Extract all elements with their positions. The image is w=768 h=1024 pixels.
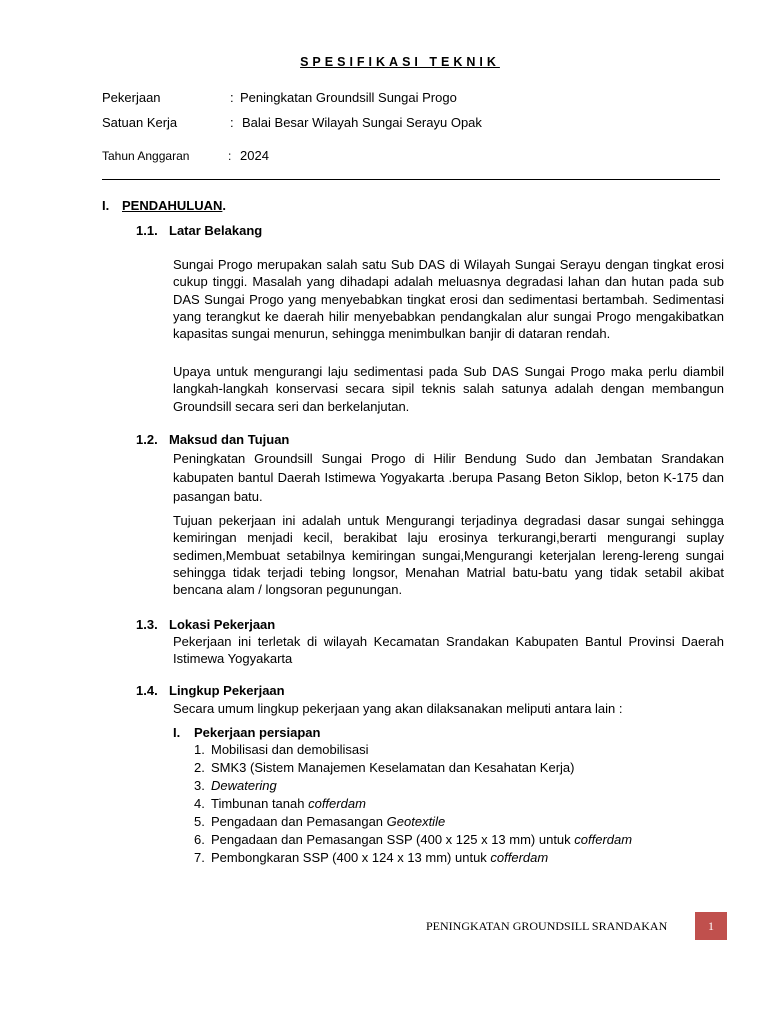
- meta-colon: :: [230, 90, 234, 105]
- list-item-number: 4.: [194, 796, 205, 811]
- meta-label: Satuan Kerja: [102, 115, 178, 130]
- list-item: [194, 795, 632, 813]
- meta-colon: :: [230, 115, 234, 130]
- list-item-italic: cofferdam: [308, 796, 366, 811]
- work-group-heading: [173, 724, 320, 741]
- list-item-italic: Geotextile: [386, 814, 446, 829]
- subsection-heading-lokasi: [136, 616, 275, 633]
- paragraph-lingkup: Secara umum lingkup pekerjaan yang akan dilaksanakan meliputi antara lain :: [173, 701, 623, 716]
- subsection-number: 1.3.: [136, 617, 158, 632]
- meta-value: Balai Besar Wilayah Sungai Serayu Opak: [242, 115, 482, 130]
- paragraph-lokasi: Pekerjaan ini terletak di wilayah Kecamatan Srandakan Kabupaten Bantul Provinsi Daerah Istimewa Yogyakarta: [173, 634, 724, 667]
- subsection-heading-latar-belakang: [136, 222, 262, 239]
- list-item-text: SMK3 (Sistem Manajemen Keselamatan dan Kesahatan Kerja): [211, 760, 575, 775]
- paragraph-maksud-1: Peningkatan Groundsill Sungai Progo di Hilir Bendung Sudo dan Jembatan Srandakan kabupaten bantul Daerah Istimewa Yogyakarta .berupa Pasang Beton Siklop, beton K-175 dan pasangan batu.: [173, 451, 724, 504]
- subsection-number: 1.1.: [136, 223, 158, 238]
- header-divider: [102, 179, 720, 180]
- section-title: PENDAHULUAN: [122, 198, 223, 213]
- meta-row-satuan-kerja: [102, 114, 482, 131]
- paragraph-tujuan: Tujuan pekerjaan ini adalah untuk Mengurangi terjadinya degradasi dasar sungai sehingga kemiringan menjadi kecil, berakibat laju erosinya terkurangi,berarti mengurangi suplay sedimen,Membuat setabilnya kemiringan sungai,Mengurangi keterjalan lereng-lereng sungai sehingga tidak terjadi tebing longsor, Menahan Matrial batu-batu yang tidak setabil akibat bencana alam / longsoran pegunungan.: [173, 513, 724, 598]
- meta-label: Pekerjaan: [102, 90, 161, 105]
- list-item-number: 2.: [194, 760, 205, 775]
- subsection-title: Lingkup Pekerjaan: [169, 683, 285, 698]
- list-item-text: Pembongkaran SSP (400 x 124 x 13 mm) untuk: [211, 850, 491, 865]
- work-group-title: Pekerjaan persiapan: [194, 725, 321, 740]
- meta-row-tahun-anggaran: [102, 147, 269, 165]
- subsection-heading-maksud-tujuan: [136, 431, 289, 448]
- list-item-italic: cofferdam: [490, 850, 549, 865]
- meta-colon: :: [228, 149, 232, 163]
- meta-value: Peningkatan Groundsill Sungai Progo: [240, 90, 457, 105]
- page-number-badge: 1: [695, 912, 727, 940]
- meta-value: 2024: [240, 148, 269, 163]
- meta-row-pekerjaan: [102, 89, 457, 106]
- list-item-text: Mobilisasi dan demobilisasi: [211, 742, 369, 757]
- list-item-text: Timbunan tanah: [211, 796, 309, 811]
- section-heading: [102, 197, 226, 214]
- subsection-number: 1.4.: [136, 683, 158, 698]
- list-item: [194, 777, 632, 795]
- meta-label: Tahun Anggaran: [102, 149, 190, 163]
- list-item: [194, 741, 632, 759]
- subsection-title: Latar Belakang: [169, 223, 263, 238]
- work-item-list: [194, 741, 632, 867]
- list-item: [194, 813, 632, 831]
- list-item-number: 7.: [194, 850, 205, 865]
- list-item-number: 1.: [194, 742, 205, 757]
- list-item-number: 5.: [194, 814, 205, 829]
- subsection-title: Lokasi Pekerjaan: [169, 617, 276, 632]
- subsection-heading-lingkup: [136, 682, 285, 699]
- list-item-number: 3.: [194, 778, 205, 793]
- list-item-italic: cofferdam: [574, 832, 633, 847]
- section-suffix: .: [222, 198, 227, 213]
- paragraph-latar-belakang-1: Sungai Progo merupakan salah satu Sub DAS di Wilayah Sungai Serayu dengan tingkat erosi cukup tinggi. Masalah yang dihadapi adalah meluasnya degradasi lahan dan hutan pada sub DAS Sungai Progo yang menyebabkan tingkat erosi dan sedimentasi bertambah. Sedimentasi yang terangkut ke daerah hilir menyebabkan pendangkalan alur sungai Progo mengakibatkan kapasitas sungai menurun, sehingga menimbulkan banjir di dataran rendah.: [173, 257, 724, 342]
- list-item: [194, 759, 632, 777]
- list-item-text: Pengadaan dan Pemasangan SSP (400 x 125 x 13 mm) untuk: [211, 832, 575, 847]
- subsection-title: Maksud dan Tujuan: [169, 432, 290, 447]
- list-item: [194, 849, 632, 867]
- list-item: [194, 831, 632, 849]
- work-group-number: I.: [173, 725, 181, 740]
- paragraph-latar-belakang-2: Upaya untuk mengurangi laju sedimentasi pada Sub DAS Sungai Progo maka perlu diambil langkah-langkah konservasi secara sipil teknis salah satunya adalah dengan membangun Groundsill secara seri dan berkelanjutan.: [173, 364, 724, 414]
- footer-running-title: PENINGKATAN GROUNDSILL SRANDAKAN: [426, 919, 668, 933]
- list-item-text: Pengadaan dan Pemasangan: [211, 814, 387, 829]
- list-item-italic: Dewatering: [211, 778, 277, 793]
- document-title: SPESIFIKASI TEKNIK: [300, 55, 500, 69]
- list-item-number: 6.: [194, 832, 205, 847]
- subsection-number: 1.2.: [136, 432, 158, 447]
- section-number: I.: [102, 198, 110, 213]
